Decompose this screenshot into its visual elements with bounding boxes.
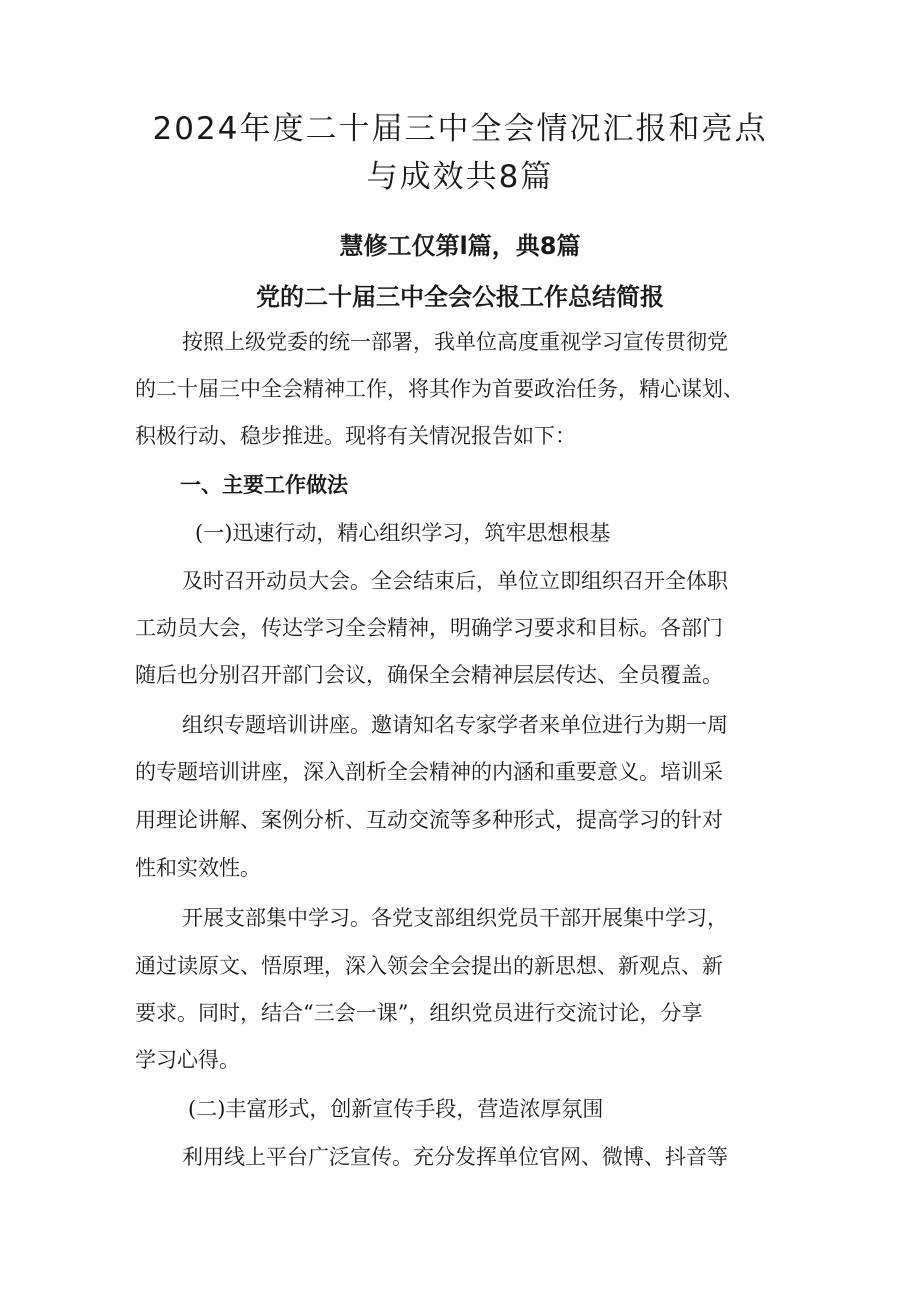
body-line: 利用线上平台广泛宣传。充分发挥单位官网、微博、抖音等 bbox=[182, 1145, 728, 1169]
body-line: 开展支部集中学习。各党支部组织党员干部开展集中学习， bbox=[182, 906, 728, 930]
body-line: 性和实效性。 bbox=[135, 856, 261, 880]
document-title-line-2: 与成效共8篇 bbox=[366, 159, 554, 195]
body-line: 用理论讲解、案例分析、互动交流等多种形式，提高学习的针对 bbox=[135, 808, 723, 832]
body-line: 积极行动、稳步推进。现将有关情况报告如下： bbox=[135, 424, 576, 448]
body-line: 按照上级党委的统一部署，我单位高度重视学习宣传贯彻党 bbox=[182, 330, 728, 354]
document-title-line-1: 2024年度二十届三中全会情况汇报和亮点 bbox=[152, 111, 768, 147]
body-line: 学习心得。 bbox=[135, 1048, 240, 1072]
body-line: 及时召开动员大会。全会结束后，单位立即组织召开全体职 bbox=[182, 569, 728, 593]
body-line: 通过读原文、悟原理，深入领会全会提出的新思想、新观点、新 bbox=[135, 954, 723, 978]
section-title: 党的二十届三中全会公报工作总结简报 bbox=[256, 283, 664, 311]
section-heading: 一、主要工作做法 bbox=[180, 473, 348, 497]
body-line: 要求。同时，结合“三会一课”，组织党员进行交流讨论，分享 bbox=[135, 1001, 703, 1025]
body-line: 随后也分别召开部门会议，确保全会精神层层传达、全员覆盖。 bbox=[135, 663, 723, 687]
subsection-heading: (二)丰富形式，创新宣传手段，营造浓厚氛围 bbox=[188, 1097, 604, 1121]
body-line: 组织专题培训讲座。邀请知名专家学者来单位进行为期一周 bbox=[182, 713, 728, 737]
document-subtitle: 慧修工仅第l篇，典8篇 bbox=[339, 232, 581, 260]
body-line: 的专题培训讲座，深入剖析全会精神的内涵和重要意义。培训采 bbox=[135, 760, 723, 784]
body-line: 的二十届三中全会精神工作，将其作为首要政治任务，精心谋划、 bbox=[135, 377, 744, 401]
body-line: 工动员大会，传达学习全会精神，明确学习要求和目标。各部门 bbox=[135, 616, 723, 640]
subsection-heading: (一)迅速行动，精心组织学习，筑牢思想根基 bbox=[195, 521, 611, 545]
